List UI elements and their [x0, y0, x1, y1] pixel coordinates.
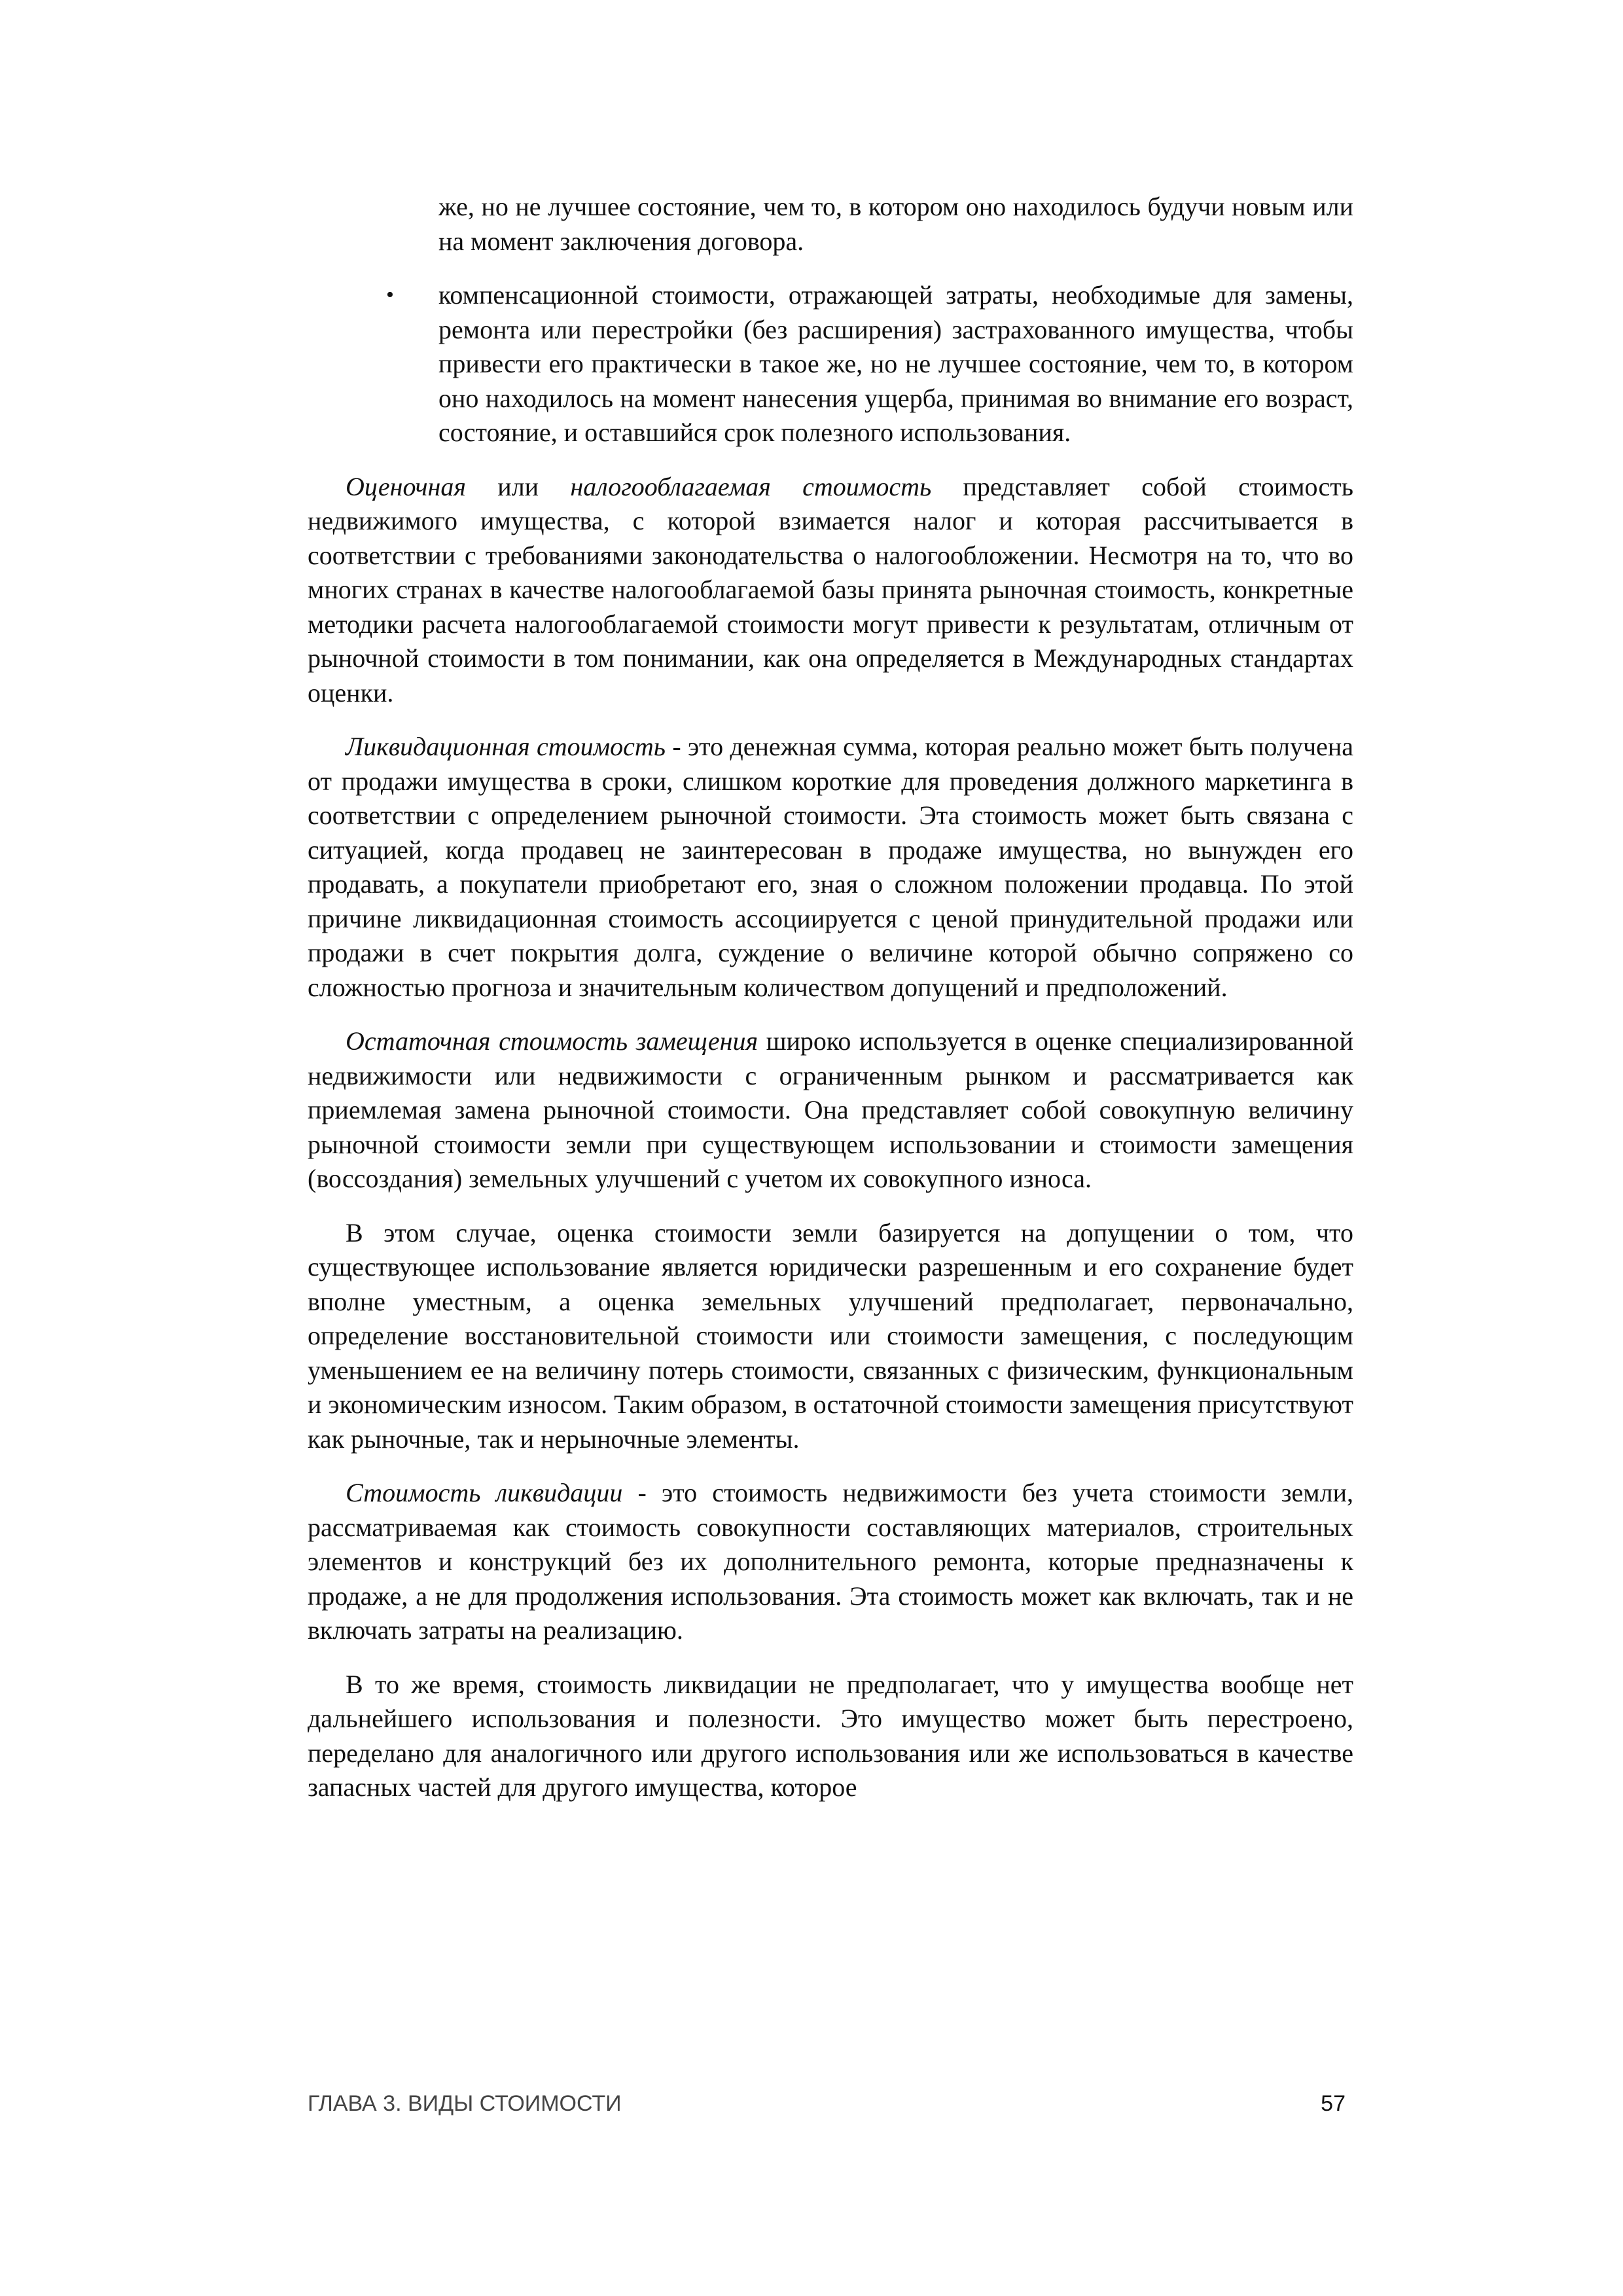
paragraph-salvage-usage: [308, 1668, 1353, 1805]
paragraph-salvage-value: [308, 1476, 1353, 1648]
term-taxable-value: налогооблагаемая стоимость: [570, 471, 932, 501]
paragraph-text: В этом случае, оценка стоимости земли базируется на допущении о том, что существующее использование является юридически разрешенным и его сохранение будет вполне уместным, а оценка земельных улучшений предполагает, первоначально, определение восстановительной стоимости или стоимости замещения, с последующим уменьшением ее на величину потерь стоимости, связанных с физическим, функциональным и экономическим износом. Таким образом, в остаточной стоимости замещения присутствуют как рыночные, так и нерыночные элементы.: [308, 1217, 1353, 1454]
term-depreciated-replacement-cost: Остаточная стоимость замещения: [346, 1026, 758, 1056]
chapter-title: ГЛАВА 3. ВИДЫ СТОИМОСТИ: [308, 2091, 622, 2116]
bullet-list: [386, 190, 1353, 450]
paragraph-text: В то же время, стоимость ликвидации не предполагает, что у имущества вообще нет дальнейшего использования и полезности. Это имущество может быть перестроено, переделано для аналогичного или другого использования или же использоваться в качестве запасных частей для другого имущества, которое: [308, 1669, 1353, 1802]
term-assessed: Оценочная: [346, 471, 466, 501]
continuation-text: же, но не лучшее состояние, чем то, в котором оно находилось будучи новым или на момент заключения договора.: [438, 192, 1353, 256]
body-text: [308, 190, 1353, 1825]
paragraph-depreciated-replacement-cost: [308, 1024, 1353, 1196]
paragraph-text: - это стоимость недвижимости без учета стоимости земли, рассматриваемая как стоимость совокупности составляющих материалов, строительных элементов и конструкций без их дополнительного ремонта, которые предназначены к продаже, а не для продолжения использования. Эта стоимость может как включать, так и не включать затраты на реализацию.: [308, 1478, 1353, 1645]
paragraph-text: - это денежная сумма, которая реально может быть получена от продажи имущества в сроки, слишком короткие для проведения должного маркетинга в соответствии с определением рыночной стоимости. Эта стоимость может быть связана с ситуацией, когда продавец не заинтересован в продаже имущества, но вынужден его продавать, а покупатели приобретают его, зная о сложном положении продавца. По этой причине ликвидационная стоимость ассоциируется с ценой принудительной продажи или продажи в счет покрытия долга, суждение о величине которой обычно сопряжено со сложностью прогноза и значительным количеством допущений и предположений.: [308, 732, 1353, 1002]
paragraph-text: представляет собой стоимость недвижимого имущества, с которой взимается налог и которая рассчитывается в соответствии с требованиями законодательства о налогообложении. Несмотря на то, что во многих странах в качестве налогооблагаемой базы принята рыночная стоимость, конкретные методики расчета налогооблагаемой стоимости могут привести к результатам, отличным от рыночной стоимости в том понимании, как она определяется в Международных стандартах оценки.: [308, 471, 1353, 708]
list-item-text: компенсационной стоимости, отражающей затраты, необходимые для замены, ремонта или перестройки (без расширения) застрахованного имущества, чтобы привести его практически в такое же, но не лучшее состояние, чем то, в котором оно находилось на момент нанесения ущерба, принимая во внимание его возраст, состояние, и оставшийся срок полезного использования.: [438, 280, 1353, 447]
page-footer: [308, 2091, 1353, 2124]
page-number: 57: [1321, 2091, 1346, 2116]
paragraph-connector: или: [465, 471, 571, 501]
paragraph-text: широко используется в оценке специализированной недвижимости или недвижимости с ограниченным рынком и рассматривается как приемлемая замена рыночной стоимости. Она представляет собой совокупную величину рыночной стоимости земли при существующем использовании и стоимости замещения (воссоздания) земельных улучшений с учетом их совокупного износа.: [308, 1026, 1354, 1193]
paragraph-liquidation-value: [308, 730, 1353, 1005]
term-liquidation-value: Ликвидационная стоимость: [346, 732, 666, 761]
bullet-icon: •: [386, 283, 394, 307]
list-item: [386, 278, 1353, 450]
paragraph-assessed-value: [308, 470, 1353, 711]
list-item-continuation: [438, 190, 1353, 259]
term-salvage-value: Стоимость ликвидации: [346, 1478, 623, 1507]
paragraph-land-valuation: [308, 1216, 1353, 1457]
